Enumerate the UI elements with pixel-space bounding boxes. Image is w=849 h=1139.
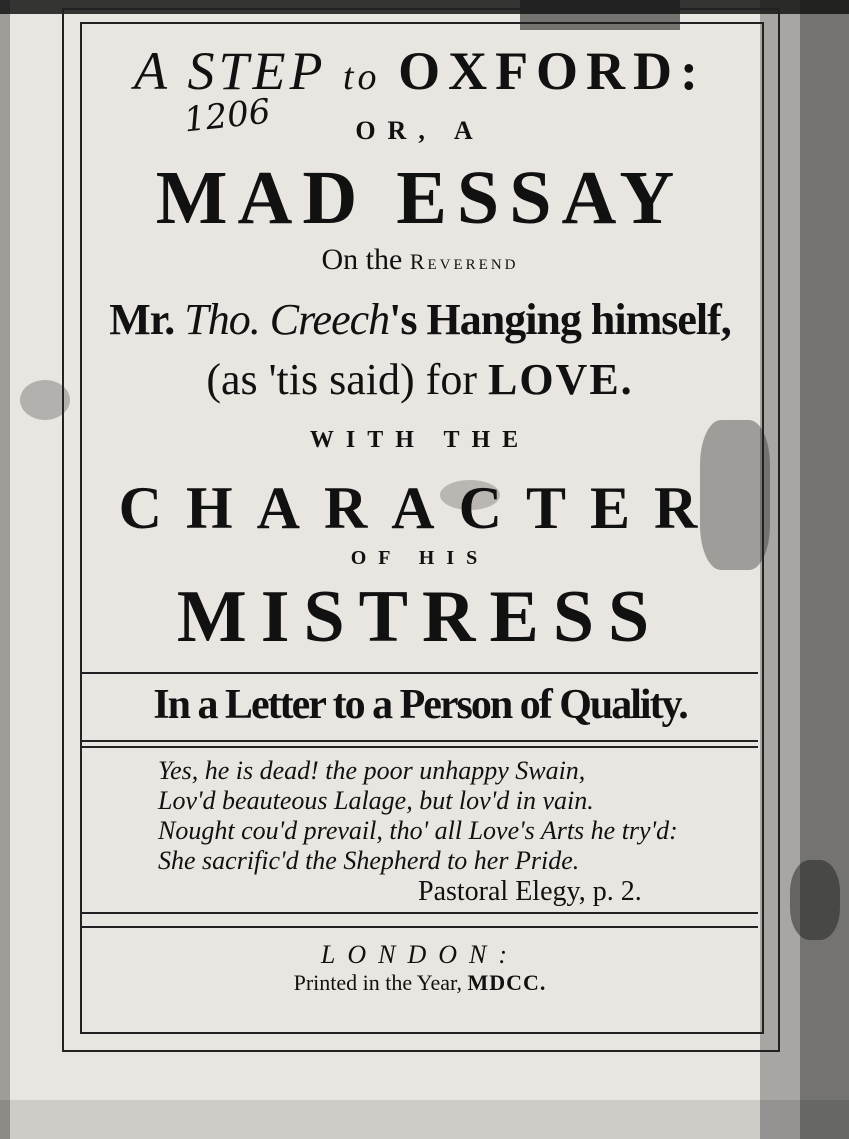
handwritten-number: 1206 [182, 91, 273, 141]
imprint-year: MDCC. [467, 970, 547, 995]
title-part2: to [343, 56, 381, 98]
imprint-printed: Printed in the Year, [293, 970, 462, 995]
rule-above-imprint-double [82, 926, 758, 928]
title-part3: OXFORD: [398, 41, 707, 101]
main-title: MAD ESSAY [155, 156, 685, 240]
as-line [80, 355, 760, 404]
epigraph-attribution: Pastoral Elegy, p. 2. [418, 876, 642, 907]
reverend-word: Reverend [409, 249, 519, 274]
subject-line [80, 295, 760, 344]
with-the-line: WITH THE [309, 427, 531, 453]
mistress-heading: MISTRESS [176, 576, 664, 658]
epigraph-line-2: Lov'd beauteous Lalage, but lov'd in vain. [158, 786, 594, 815]
epigraph-line-1: Yes, he is dead! the poor unhappy Swain, [158, 756, 586, 785]
title-part1: A STEP [133, 41, 326, 101]
on-the-line [80, 245, 760, 275]
epigraph-line-4: She sacrific'd the Shepherd to her Pride. [158, 846, 580, 875]
subject-rest: 's Hanging himself, [389, 295, 731, 344]
character-heading: CHARACTER [118, 475, 722, 541]
title-line [80, 41, 760, 101]
subject-name: Tho. Creech [184, 295, 390, 344]
imprint-line [80, 972, 760, 994]
rule-below-letter [82, 740, 758, 742]
rule-below-letter-double [82, 746, 758, 748]
letter-line: In a Letter to a Person of Quality. [153, 682, 687, 728]
epigraph-line-3: Nought cou'd prevail, tho' all Love's Arts he try'd: [158, 816, 678, 845]
imprint-city: LONDON: [320, 940, 520, 969]
rule-above-imprint [82, 912, 758, 914]
on-the-prefix: On the [321, 243, 403, 276]
of-his-line: OF HIS [350, 547, 490, 569]
love-word: LOVE. [487, 355, 634, 404]
as-text: (as 'tis said) for [206, 355, 477, 404]
or-line: OR, A [355, 116, 485, 145]
subject-mr: Mr. [109, 295, 175, 344]
rule-above-letter [82, 672, 758, 674]
